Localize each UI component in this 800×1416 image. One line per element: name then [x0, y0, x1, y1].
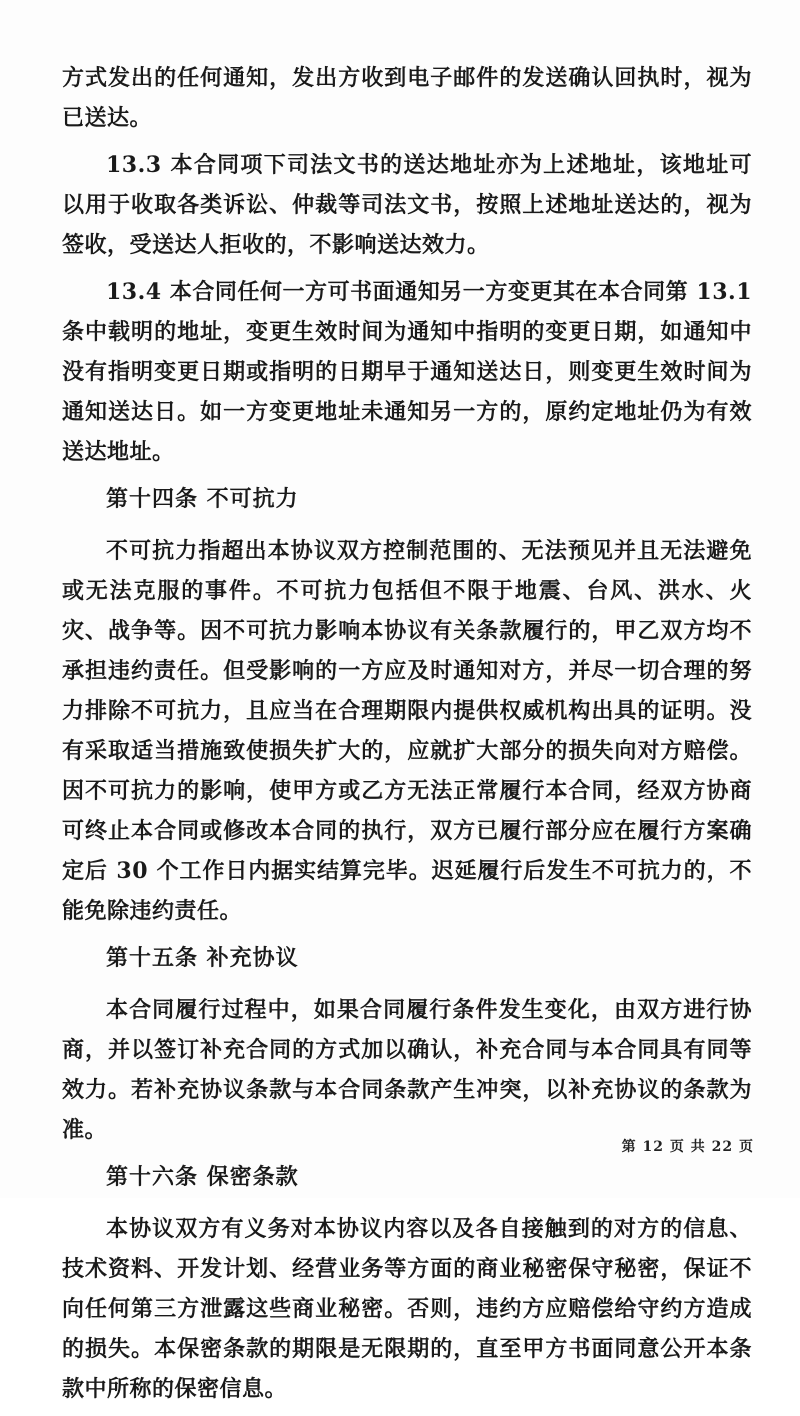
paragraph-supplementary-agreement: 本合同履行过程中，如果合同履行条件发生变化，由双方进行协商，并以签订补充合同的方式加以确认，补充合同与本合同具有同等效力。若补充协议条款与本合同条款产生冲突，以补充协议的条款为准。	[62, 997, 752, 1143]
paragraph-force-majeure: 不可抗力指超出本协议双方控制范围的、无法预见并且无法避免或无法克服的事件。不可抗力包括但不限于地震、台风、洪水、火灾、战争等。因不可抗力影响本协议有关条款履行的，甲乙双方均不承担违约责任。但受影响的一方应及时通知对方，并尽一切合理的努力排除不可抗力，且应当在合理期限内提供权威机构出具的证明。没有采取适当措施致使损失扩大的，应就扩大部分的损失向对方赔偿。因不可抗力的影响，使甲方或乙方无法正常履行本合同，经双方协商可终止本合同或修改本合同的执行，双方已履行部分应在履行方案确定后 30 个工作日内据实结算完毕。迟延履行后发生不可抗力的，不能免除违约责任。	[62, 538, 752, 924]
paragraph-delivery-email: 方式发出的任何通知，发出方收到电子邮件的发送确认回执时，视为已送达。	[62, 65, 752, 131]
page-number: 第 12 页 共 22 页	[621, 1139, 754, 1155]
paragraph-13-4: 13.4 本合同任何一方可书面通知另一方变更其在本合同第 13.1 条中载明的地址，变更生效时间为通知中指明的变更日期，如通知中没有指明变更日期或指明的日期早于通知送达日，则变更生效时间为通知送达日。如一方变更地址未通知另一方的，原约定地址仍为有效送达地址。	[62, 279, 752, 465]
document-body	[62, 58, 752, 1416]
heading-article-16: 第十六条 保密条款	[106, 1164, 299, 1190]
paragraph-confidentiality: 本协议双方有义务对本协议内容以及各自接触到的对方的信息、技术资料、开发计划、经营业务等方面的商业秘密保守秘密，保证不向任何第三方泄露这些商业秘密。否则，违约方应赔偿给守约方造成的损失。本保密条款的期限是无限期的，直至甲方书面同意公开本条款中所称的保密信息。	[62, 1216, 752, 1402]
paragraph-13-3: 13.3 本合同项下司法文书的送达地址亦为上述地址，该地址可以用于收取各类诉讼、仲裁等司法文书，按照上述地址送达的，视为签收，受送达人拒收的，不影响送达效力。	[62, 152, 752, 258]
heading-article-15: 第十五条 补充协议	[106, 945, 299, 971]
heading-article-14: 第十四条 不可抗力	[106, 486, 299, 512]
